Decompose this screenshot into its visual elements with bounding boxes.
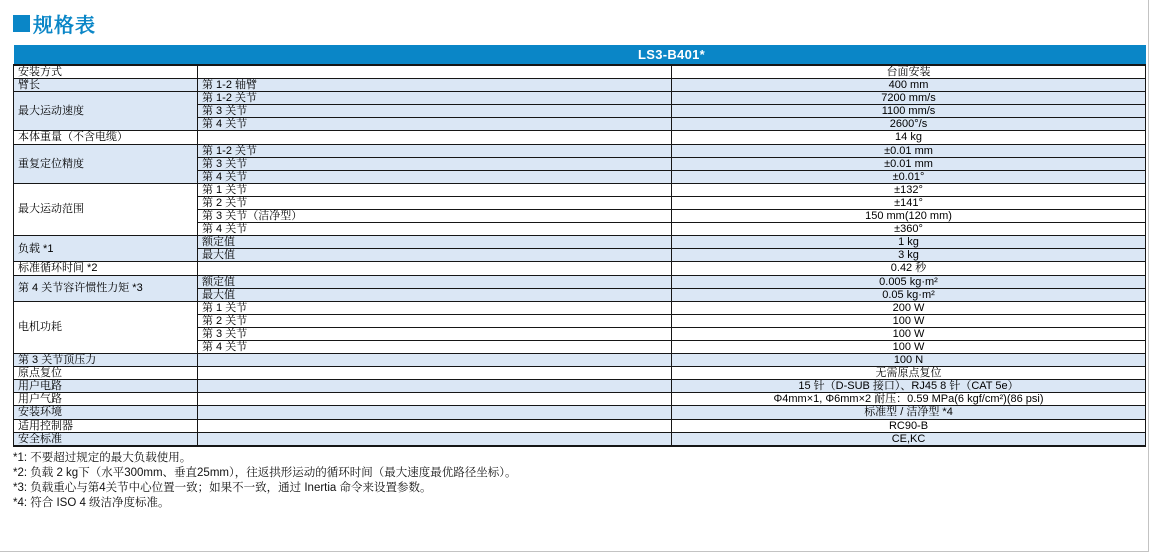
- spec-value: 15 针（D-SUB 接口）、RJ45 8 针（CAT 5e）: [672, 380, 1146, 393]
- spec-group-label: 用户气路: [14, 393, 198, 406]
- spec-sub-label: 第 1-2 轴臂: [198, 79, 672, 92]
- spec-sub-label: 第 4 关节: [198, 340, 672, 353]
- spec-value: Φ4mm×1, Φ6mm×2 耐压：0.59 MPa(6 kgf/cm²)(86 psi): [672, 393, 1146, 406]
- spec-value: 1 kg: [672, 236, 1146, 249]
- spec-sub-label: [198, 419, 672, 432]
- spec-value: 2600°/s: [672, 118, 1146, 131]
- spec-sub-label: [198, 354, 672, 367]
- spec-value: 标准型 / 洁净型 *4: [672, 406, 1146, 419]
- table-row: [14, 419, 1146, 432]
- spec-sub-label: 第 3 关节: [198, 157, 672, 170]
- spec-sub-label: 第 1 关节: [198, 301, 672, 314]
- spec-group-label: 负载 *1: [14, 236, 198, 262]
- spec-sub-label: 第 1 关节: [198, 183, 672, 196]
- table-row: [14, 131, 1146, 144]
- spec-value: 100 W: [672, 340, 1146, 353]
- spec-value: 100 W: [672, 327, 1146, 340]
- spec-value: 14 kg: [672, 131, 1146, 144]
- spec-value: 0.42 秒: [672, 262, 1146, 275]
- spec-value: ±141°: [672, 196, 1146, 209]
- spec-group-label: 第 4 关节容许惯性力矩 *3: [14, 275, 198, 301]
- table-row: [14, 380, 1146, 393]
- spec-value: 150 mm(120 mm): [672, 210, 1146, 223]
- spec-sub-label: [198, 406, 672, 419]
- footnotes: [13, 451, 1148, 511]
- spec-value: 200 W: [672, 301, 1146, 314]
- spec-group-label: 安装方式: [14, 65, 198, 79]
- page-title: [13, 9, 1148, 38]
- spec-group-label: 安全标准: [14, 432, 198, 446]
- table-row: [14, 275, 1146, 288]
- spec-sub-label: 第 1-2 关节: [198, 92, 672, 105]
- footnote-line: *4: 符合 ISO 4 级洁净度标准。: [13, 496, 170, 509]
- spec-group-label: 电机功耗: [14, 301, 198, 353]
- spec-sub-label: 第 3 关节: [198, 327, 672, 340]
- spec-sub-label: 第 3 关节（洁净型）: [198, 210, 672, 223]
- spec-value: ±132°: [672, 183, 1146, 196]
- spec-table-body: [14, 65, 1146, 446]
- spec-group-label: 安装环境: [14, 406, 198, 419]
- table-row: [14, 144, 1146, 157]
- spec-sub-label: [198, 393, 672, 406]
- spec-sub-label: 最大值: [198, 288, 672, 301]
- table-row: [14, 301, 1146, 314]
- table-row: [14, 393, 1146, 406]
- table-header-row: [14, 45, 1146, 65]
- spec-table: [13, 45, 1146, 447]
- spec-sub-label: [198, 131, 672, 144]
- spec-value: 1100 mm/s: [672, 105, 1146, 118]
- footnote-line: *2: 负载 2 kg下（水平300mm、垂直25mm），往返拱形运动的循环时间（最大速度最优路径坐标）。: [13, 466, 517, 479]
- table-row: [14, 367, 1146, 380]
- spec-group-label: 标准循环时间 *2: [14, 262, 198, 275]
- spec-group-label: 适用控制器: [14, 419, 198, 432]
- spec-sub-label: 第 1-2 关节: [198, 144, 672, 157]
- spec-sub-label: [198, 65, 672, 79]
- model-header-cell: LS3-B401*: [198, 45, 1146, 65]
- header-spacer-cell: [14, 45, 198, 65]
- spec-sub-label: 额定值: [198, 236, 672, 249]
- spec-value: 台面安装: [672, 65, 1146, 79]
- spec-value: ±0.01 mm: [672, 157, 1146, 170]
- spec-sub-label: [198, 432, 672, 446]
- footnote-line: *3: 负载重心与第4关节中心位置一致；如果不一致，通过 Inertia 命令来设置参数。: [13, 481, 432, 494]
- table-row: [14, 236, 1146, 249]
- spec-sub-label: 额定值: [198, 275, 672, 288]
- spec-value: 400 mm: [672, 79, 1146, 92]
- table-row: [14, 183, 1146, 196]
- spec-group-label: 臂长: [14, 79, 198, 92]
- spec-value: 0.05 kg·m²: [672, 288, 1146, 301]
- spec-value: 3 kg: [672, 249, 1146, 262]
- spec-group-label: 用户电路: [14, 380, 198, 393]
- spec-group-label: 第 3 关节顶压力: [14, 354, 198, 367]
- table-row: [14, 406, 1146, 419]
- spec-table-head: [14, 45, 1146, 65]
- table-row: [14, 354, 1146, 367]
- spec-sub-label: [198, 367, 672, 380]
- spec-group-label: 重复定位精度: [14, 144, 198, 183]
- spec-group-label: 最大运动速度: [14, 92, 198, 131]
- spec-value: 7200 mm/s: [672, 92, 1146, 105]
- spec-group-label: 最大运动范围: [14, 183, 198, 235]
- title-bullet-icon: [13, 15, 30, 32]
- spec-value: 无需原点复位: [672, 367, 1146, 380]
- spec-value: ±0.01 mm: [672, 144, 1146, 157]
- footnote-line: *1: 不要超过规定的最大负载使用。: [13, 451, 192, 464]
- spec-sub-label: 第 2 关节: [198, 196, 672, 209]
- table-row: [14, 432, 1146, 446]
- spec-sub-label: 第 2 关节: [198, 314, 672, 327]
- spec-group-label: 原点复位: [14, 367, 198, 380]
- spec-sub-label: 第 4 关节: [198, 118, 672, 131]
- spec-value: 100 W: [672, 314, 1146, 327]
- table-row: [14, 262, 1146, 275]
- spec-value: 100 N: [672, 354, 1146, 367]
- table-row: [14, 79, 1146, 92]
- spec-sub-label: 最大值: [198, 249, 672, 262]
- spec-value: ±360°: [672, 223, 1146, 236]
- spec-value: 0.005 kg·m²: [672, 275, 1146, 288]
- spec-sub-label: [198, 380, 672, 393]
- spec-sub-label: [198, 262, 672, 275]
- spec-value: CE,KC: [672, 432, 1146, 446]
- table-row: [14, 92, 1146, 105]
- spec-sub-label: 第 4 关节: [198, 170, 672, 183]
- spec-value: RC90-B: [672, 419, 1146, 432]
- page-title-text: 规格表: [33, 15, 96, 37]
- spec-group-label: 本体重量（不含电缆）: [14, 131, 198, 144]
- spec-sub-label: 第 4 关节: [198, 223, 672, 236]
- spec-value: ±0.01°: [672, 170, 1146, 183]
- table-row: [14, 65, 1146, 79]
- spec-sub-label: 第 3 关节: [198, 105, 672, 118]
